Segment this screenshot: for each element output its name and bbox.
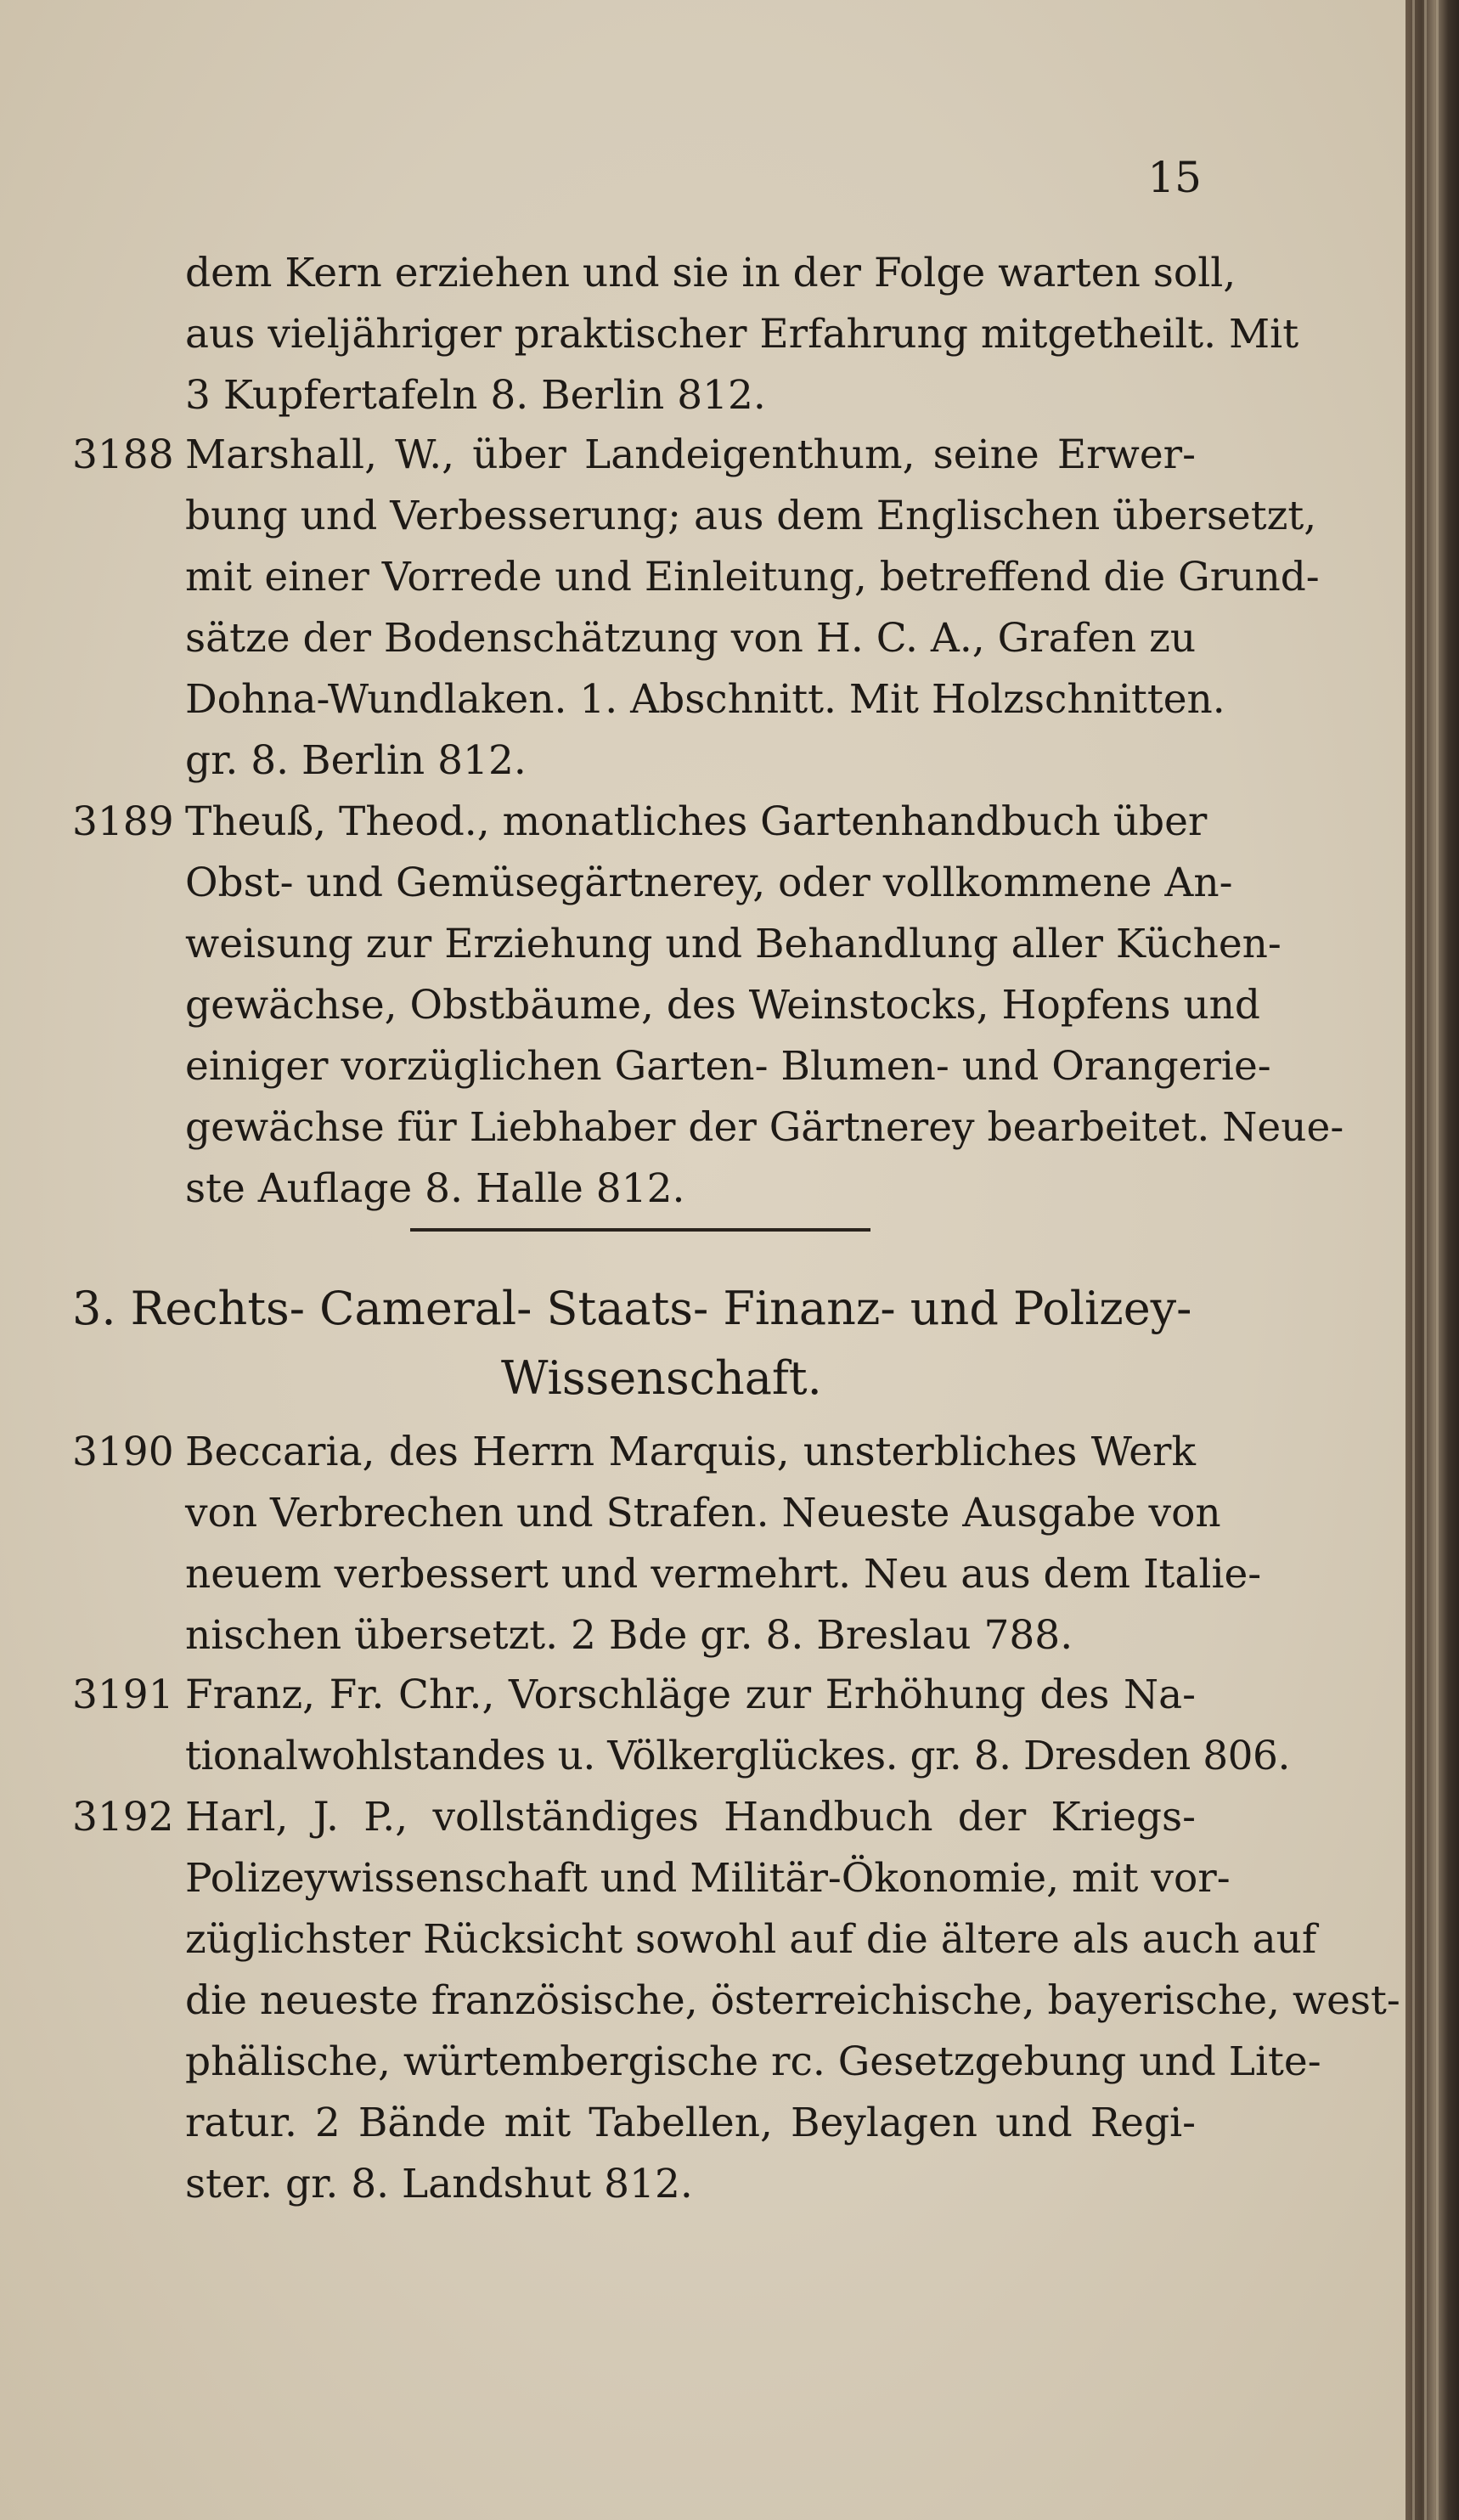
text-line: Obst- und Gemüsegärtnerey, oder vollkommene An- [185,860,1233,906]
text-line: mit einer Vorrede und Einleitung, betreffend die Grund- [185,554,1320,600]
section-heading-line: 3. Rechts- Cameral- Staats- Finanz- und Polizey- [72,1282,1192,1335]
book-spine-edge [1405,0,1459,2520]
entry-number: 3192 [72,1794,174,1841]
entry-number: 3190 [72,1429,174,1475]
page-edge-line [1424,0,1427,2520]
text-line: die neueste französische, österreichische, bayerische, west- [185,1977,1400,2024]
text-line: neuem verbessert und vermehrt. Neu aus dem Italie- [185,1551,1262,1598]
entry-number: 3189 [72,798,174,845]
text-line: 3 Kupfertafeln 8. Berlin 812. [185,372,766,419]
page-edge-line [1412,0,1415,2520]
text-line: züglichster Rücksicht sowohl auf die ältere als auch auf [185,1916,1317,1963]
text-line: bung und Verbesserung; aus dem Englischen übersetzt, [185,493,1317,539]
continuation-text [185,243,1299,426]
entry-3192 [185,1787,1400,2215]
entry-number: 3188 [72,431,174,478]
text-line: von Verbrechen und Strafen. Neueste Ausgabe von [185,1490,1221,1536]
entry-3189 [185,792,1344,1220]
text-line: Dohna-Wundlaken. 1. Abschnitt. Mit Holzschnitten. [185,676,1225,723]
text-line: gewächse für Liebhaber der Gärtnerey bearbeitet. Neue- [185,1104,1344,1151]
text-line: Franz, Fr. Chr., Vorschläge zur Erhöhung des Na- [185,1672,1196,1718]
page-number: 15 [1147,153,1202,202]
text-line: Polizeywissenschaft und Militär-Ökonomie, mit vor- [185,1855,1231,1902]
entry-number: 3191 [72,1672,174,1718]
entry-3190 [185,1422,1262,1666]
text-line: ster. gr. 8. Landshut 812. [185,2161,693,2207]
text-line: Beccaria, des Herrn Marquis, unsterbliches Werk [185,1429,1196,1475]
text-line: einiger vorzüglichen Garten- Blumen- und Orangerie- [185,1043,1271,1090]
text-line: phälische, würtembergische rc. Gesetzgebung und Lite- [185,2038,1321,2085]
text-line: nischen übersetzt. 2 Bde gr. 8. Breslau 788. [185,1612,1073,1659]
text-line: gewächse, Obstbäume, des Weinstocks, Hopfens und [185,982,1261,1029]
entry-3191 [185,1665,1290,1787]
entry-3188 [185,425,1320,792]
text-line: tionalwohlstandes u. Völkerglückes. gr. 8. Dresden 806. [185,1733,1290,1779]
text-line: dem Kern erziehen und sie in der Folge warten soll, [185,250,1236,296]
text-line: ste Auflage 8. Halle 812. [185,1165,685,1212]
text-line: Theuß, Theod., monatliches Gartenhandbuch über [185,798,1208,845]
text-line: ratur. 2 Bände mit Tabellen, Beylagen und Regi- [185,2100,1196,2146]
text-line: gr. 8. Berlin 812. [185,737,527,784]
text-line: weisung zur Erziehung und Behandlung aller Küchen- [185,921,1282,967]
text-line: Marshall, W., über Landeigenthum, seine Erwer- [185,431,1196,478]
text-line: sätze der Bodenschätzung von H. C. A., Grafen zu [185,615,1197,662]
section-heading-line: Wissenschaft. [501,1351,822,1405]
section-divider [410,1228,870,1232]
page-edge-line [1436,0,1439,2520]
text-line: Harl, J. P., vollständiges Handbuch der Kriegs- [185,1794,1196,1841]
text-line: aus vieljähriger praktischer Erfahrung mitgetheilt. Mit [185,311,1299,358]
